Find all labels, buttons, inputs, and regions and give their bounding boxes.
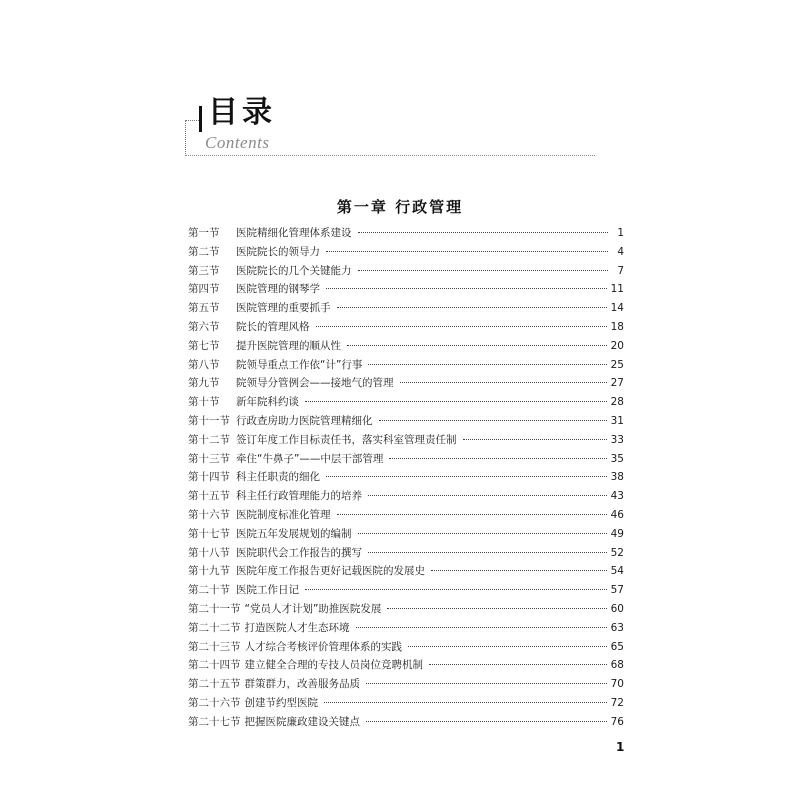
toc-page-number: 65 <box>610 640 624 653</box>
toc-entry[interactable] <box>188 375 624 394</box>
toc-dot-leader <box>326 476 607 477</box>
toc-page-number: 25 <box>610 358 624 371</box>
toc-page-number: 57 <box>610 584 624 597</box>
toc-section-number: 第九节 <box>188 377 220 390</box>
toc-section-title: 建立健全合理的专技人员岗位竞聘机制 <box>244 659 423 672</box>
toc-section-title: 医院院长的领导力 <box>236 245 320 258</box>
toc-section-number: 第二十六节 <box>188 696 241 709</box>
toc-section-number: 第二十四节 <box>188 659 241 672</box>
toc-section-title: 群策群力，改善服务品质 <box>244 678 360 691</box>
header-ornament-left <box>185 120 187 156</box>
toc-section-number: 第二节 <box>188 245 220 258</box>
toc-dot-leader <box>463 439 607 440</box>
toc-section-title: 医院五年发展规划的编制 <box>236 527 352 540</box>
toc-dot-leader <box>389 458 606 459</box>
toc-entry[interactable] <box>188 488 624 507</box>
toc-dot-leader <box>366 683 607 684</box>
toc-section-title: 医院制度标准化管理 <box>236 508 331 521</box>
toc-entry[interactable] <box>188 357 624 376</box>
toc-section-title: 院领导重点工作依“计”行事 <box>236 358 363 371</box>
toc-section-number: 第五节 <box>188 302 220 315</box>
toc-section-number: 第十九节 <box>188 565 230 578</box>
toc-dot-leader <box>400 382 607 383</box>
toc-page-number: 18 <box>610 320 624 333</box>
toc-section-number: 第十一节 <box>188 414 230 427</box>
toc-dot-leader <box>305 401 607 402</box>
toc-entry[interactable] <box>188 620 624 639</box>
header-accent-bar <box>199 106 202 132</box>
toc-page-number: 52 <box>610 546 624 559</box>
toc-entry[interactable] <box>188 582 624 601</box>
toc-page-number: 4 <box>617 245 624 258</box>
toc-entry[interactable] <box>188 225 624 244</box>
toc-page-number: 72 <box>610 696 624 709</box>
toc-entry[interactable] <box>188 676 624 695</box>
toc-section-number: 第十节 <box>188 396 220 409</box>
toc-section-number: 第三节 <box>188 264 220 277</box>
toc-dot-leader <box>305 589 607 590</box>
toc-section-number: 第二十节 <box>188 584 230 597</box>
toc-page-number: 20 <box>610 339 624 352</box>
toc-entry[interactable] <box>188 507 624 526</box>
toc-page-number: 33 <box>610 433 624 446</box>
toc-section-number: 第一节 <box>188 227 220 239</box>
toc-dot-leader <box>408 646 607 647</box>
toc-dot-leader <box>326 288 607 289</box>
toc-page-number: 63 <box>610 621 624 634</box>
toc-dot-leader <box>368 495 607 496</box>
toc-dot-leader <box>366 721 607 722</box>
toc-section-title: 签订年度工作目标责任书，落实科室管理责任制 <box>236 433 457 446</box>
toc-dot-leader <box>429 664 607 665</box>
toc-section-number: 第四节 <box>188 283 220 296</box>
toc-dot-leader <box>358 533 607 534</box>
toc-entry[interactable] <box>188 244 624 263</box>
toc-page-number: 1 <box>617 227 624 239</box>
toc-dot-leader <box>379 420 607 421</box>
toc-section-number: 第二十七节 <box>188 715 241 728</box>
toc-page-number: 76 <box>610 715 624 728</box>
toc-section-number: 第十八节 <box>188 546 230 559</box>
toc-section-number: 第二十一节 <box>188 602 241 615</box>
toc-section-number: 第十四节 <box>188 471 230 484</box>
toc-entry[interactable] <box>188 526 624 545</box>
toc-entry[interactable] <box>188 451 624 470</box>
toc-page-number: 38 <box>610 471 624 484</box>
toc-section-title: 提升医院管理的顺从性 <box>236 339 341 352</box>
toc-dot-leader <box>387 608 606 609</box>
toc-section-title: 院领导分管例会——接地气的管理 <box>236 377 394 390</box>
toc-entry[interactable] <box>188 281 624 300</box>
toc-section-number: 第二十二节 <box>188 621 241 634</box>
toc-dot-leader <box>316 326 607 327</box>
toc-section-number: 第八节 <box>188 358 220 371</box>
toc-dot-leader <box>356 627 607 628</box>
toc-section-number: 第十五节 <box>188 490 230 503</box>
toc-dot-leader <box>368 364 606 365</box>
page-title: 目录 <box>208 95 276 130</box>
toc-page-number: 35 <box>610 452 624 465</box>
toc-section-number: 第十六节 <box>188 508 230 521</box>
toc-entry[interactable] <box>188 563 624 582</box>
toc-section-title: 创建节约型医院 <box>244 696 318 709</box>
toc-dot-leader <box>358 232 609 233</box>
toc-section-title: 打造医院人才生态环境 <box>244 621 350 634</box>
toc-section-title: 科主任职责的细化 <box>236 471 320 484</box>
toc-page-number: 28 <box>610 396 624 409</box>
toc-entry[interactable] <box>188 639 624 658</box>
toc-entry[interactable] <box>188 714 624 733</box>
toc-dot-leader <box>326 251 608 252</box>
page-number: 1 <box>616 740 625 754</box>
table-of-contents <box>188 225 624 733</box>
toc-section-title: 医院工作日记 <box>236 584 299 597</box>
header-divider <box>185 155 595 156</box>
toc-dot-leader <box>431 570 607 571</box>
toc-section-title: 人才综合考核评价管理体系的实践 <box>244 640 402 653</box>
toc-entry[interactable] <box>188 545 624 564</box>
toc-section-number: 第二十三节 <box>188 640 241 653</box>
toc-page-number: 11 <box>610 283 624 296</box>
toc-section-title: 医院精细化管理体系建设 <box>236 227 352 239</box>
toc-entry[interactable] <box>188 469 624 488</box>
toc-dot-leader <box>324 702 607 703</box>
toc-section-title: 牵住“牛鼻子”——中层干部管理 <box>236 452 384 465</box>
toc-page-number: 27 <box>610 377 624 390</box>
header-ornament-top <box>185 120 199 122</box>
toc-entry[interactable] <box>188 695 624 714</box>
toc-dot-leader <box>358 270 609 271</box>
toc-entry[interactable] <box>188 413 624 432</box>
toc-page-number: 7 <box>617 264 624 277</box>
chapter-title: 第一章 行政管理 <box>336 198 464 216</box>
page-subtitle: Contents <box>205 133 270 152</box>
toc-section-title: 医院管理的重要抓手 <box>236 302 331 315</box>
toc-entry[interactable] <box>188 263 624 282</box>
toc-dot-leader <box>337 514 607 515</box>
toc-dot-leader <box>347 345 607 346</box>
toc-entry[interactable] <box>188 338 624 357</box>
toc-page-number: 60 <box>610 602 624 615</box>
toc-dot-leader <box>368 552 607 553</box>
toc-entry[interactable] <box>188 432 624 451</box>
toc-section-title: 医院年度工作报告更好记载医院的发展史 <box>236 565 425 578</box>
toc-page-number: 49 <box>610 527 624 540</box>
toc-entry[interactable] <box>188 394 624 413</box>
toc-section-number: 第十七节 <box>188 527 230 540</box>
toc-section-title: 把握医院廉政建设关键点 <box>244 715 360 728</box>
toc-section-title: 院长的管理风格 <box>236 320 310 333</box>
toc-section-title: 新年院科约谈 <box>236 396 299 409</box>
toc-section-number: 第二十五节 <box>188 678 241 691</box>
toc-page-number: 46 <box>610 508 624 521</box>
toc-section-title: 行政查房助力医院管理精细化 <box>236 414 373 427</box>
toc-section-number: 第十二节 <box>188 433 230 446</box>
toc-page-number: 68 <box>610 659 624 672</box>
toc-section-title: 医院职代会工作报告的撰写 <box>236 546 362 559</box>
toc-section-title: 医院院长的几个关键能力 <box>236 264 352 277</box>
toc-section-number: 第七节 <box>188 339 220 352</box>
toc-section-title: “党员人才计划”助推医院发展 <box>244 602 382 615</box>
toc-page-number: 70 <box>610 678 624 691</box>
toc-section-number: 第十三节 <box>188 452 230 465</box>
toc-page-number: 31 <box>610 414 624 427</box>
toc-section-number: 第六节 <box>188 320 220 333</box>
toc-entry[interactable] <box>188 300 624 319</box>
toc-section-title: 医院管理的钢琴学 <box>236 283 320 296</box>
toc-dot-leader <box>337 307 607 308</box>
toc-entry[interactable] <box>188 319 624 338</box>
toc-entry[interactable] <box>188 657 624 676</box>
toc-entry[interactable] <box>188 601 624 620</box>
toc-page-number: 54 <box>610 565 624 578</box>
toc-page-number: 43 <box>610 490 624 503</box>
toc-page-number: 14 <box>610 302 624 315</box>
toc-section-title: 科主任行政管理能力的培养 <box>236 490 362 503</box>
